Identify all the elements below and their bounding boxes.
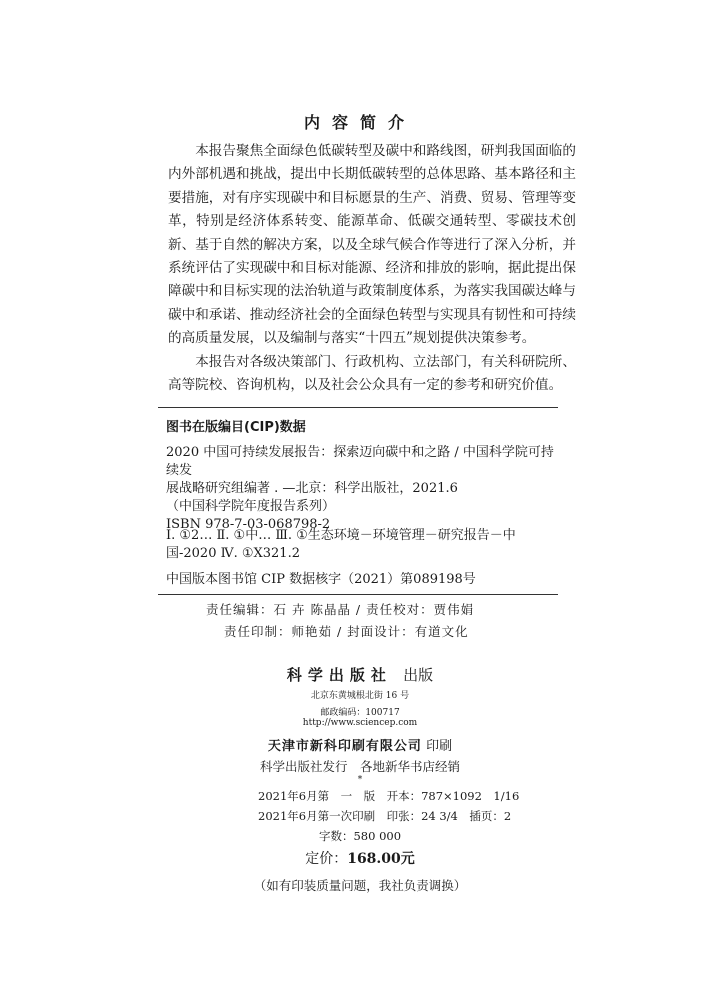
cip-heading: 图书在版编目(CIP)数据	[166, 420, 306, 435]
price-label: 定价：	[305, 851, 348, 867]
distribution: 科学出版社发行 各地新华书店经销	[259, 759, 460, 774]
publisher	[0, 664, 720, 685]
editors-line: 责任印制：师艳茹 / 封面设计：有道文化	[224, 624, 469, 639]
spec-line: 2021年6月第一次印刷 印张：24 3/4 插页：2	[258, 809, 512, 823]
publisher-postcode: 邮政编码：100717	[320, 708, 400, 718]
printer-action: 印刷	[426, 739, 453, 754]
cip-entry	[166, 444, 561, 534]
intro-paragraph: 本报告对各级决策部门、行政机构、立法部门，有关科研院所、高等院校、咨询机构，以及社会公众具有一定的参考和研究价值。	[168, 353, 576, 394]
publisher-address: 北京东黄城根北街 16 号	[310, 691, 410, 701]
intro-title: 内容简介	[303, 113, 416, 132]
cip-entry-line: 2020 中国可持续发展报告：探索迈向碳中和之路 / 中国科学院可持续发	[166, 445, 554, 478]
star-mark: *	[357, 775, 363, 785]
quality-notice: （如有印装质量问题，我社负责调换）	[253, 878, 467, 893]
cip-library-record: 中国版本图书馆 CIP 数据核字（2021）第089198号	[166, 572, 476, 587]
publisher-action: 出版	[403, 666, 434, 684]
printer-name: 天津市新科印刷有限公司	[267, 739, 422, 754]
cip-bottom-rule	[158, 594, 558, 595]
cip-top-rule	[158, 407, 558, 408]
cip-classification-line: Ⅰ. ①2… Ⅱ. ①中… Ⅲ. ①生态环境－环境管理－研究报告－中	[166, 528, 516, 543]
cip-classification-line: 国-2020 Ⅳ. ①X321.2	[166, 546, 300, 561]
spec-line: 2021年6月第 一 版 开本：787×1092 1/16	[258, 789, 520, 803]
price-value: 168.00元	[347, 851, 415, 867]
cip-isbn: ISBN 978-7-03-068798-2	[166, 517, 331, 532]
printer	[0, 735, 720, 754]
cip-series: （中国科学院年度报告系列）	[166, 499, 336, 514]
word-count: 字数：580 000	[318, 829, 402, 843]
cip-entry-line: 展战略研究组编著 . —北京：科学出版社，2021.6	[166, 481, 458, 496]
publisher-website: http://www.sciencep.com	[302, 718, 418, 728]
price	[0, 848, 720, 868]
editors-line: 责任编辑：石 卉 陈晶晶 / 责任校对：贾伟娟	[206, 602, 475, 617]
intro-text	[168, 140, 576, 397]
cip-classification	[166, 527, 561, 563]
intro-paragraph: 本报告聚焦全面绿色低碳转型及碳中和路线图，研判我国面临的内外部机遇和挑战，提出中长期低碳转型的总体思路、基本路径和主要措施，对有序实现碳中和目标愿景的生产、消费、贸易、管理等变革，特别是经济体系转变、能源革命、低碳交通转型、零碳技术创新、基于自然的解决方案，以及全球气候合作等进行了深入分析，并系统评估了实现碳中和目标对能源、经济和排放的影响，据此提出保障碳中和目标实现的法治轨道与政策制度体系，为落实我国碳达峰与碳中和承诺、推动经济社会的全面绿色转型与实现具有韧性和可持续的高质量发展，以及编制与落实“十四五”规划提供决策参考。	[168, 143, 576, 347]
publisher-name: 科学出版社	[286, 666, 392, 684]
